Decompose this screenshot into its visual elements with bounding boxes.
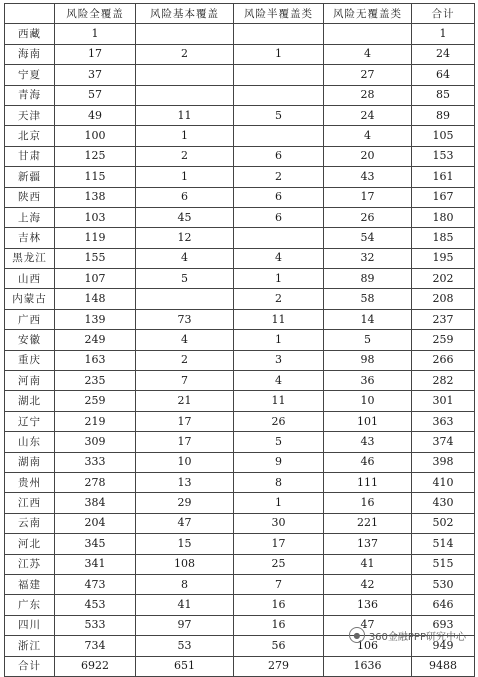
value-cell: 27 [324, 65, 412, 85]
table-row [5, 207, 475, 227]
province-cell: 湖北 [5, 391, 55, 411]
value-cell: 97 [136, 615, 234, 635]
value-cell: 398 [412, 452, 475, 472]
value-cell: 301 [412, 391, 475, 411]
value-cell: 41 [324, 554, 412, 574]
value-cell: 98 [324, 350, 412, 370]
table-row [5, 493, 475, 513]
value-cell: 58 [324, 289, 412, 309]
province-cell: 天津 [5, 105, 55, 125]
value-cell: 115 [55, 167, 136, 187]
value-cell: 530 [412, 574, 475, 594]
value-cell: 9 [234, 452, 324, 472]
value-cell: 180 [412, 207, 475, 227]
value-cell: 11 [234, 391, 324, 411]
value-cell: 502 [412, 513, 475, 533]
province-cell: 江西 [5, 493, 55, 513]
value-cell: 2 [234, 289, 324, 309]
value-cell: 204 [55, 513, 136, 533]
value-cell: 100 [55, 126, 136, 146]
value-cell: 153 [412, 146, 475, 166]
value-cell: 137 [324, 534, 412, 554]
table-row [5, 105, 475, 125]
value-cell: 2 [234, 167, 324, 187]
value-cell: 374 [412, 432, 475, 452]
table-row [5, 411, 475, 431]
value-cell: 195 [412, 248, 475, 268]
table-row [5, 289, 475, 309]
value-cell: 266 [412, 350, 475, 370]
value-cell: 259 [55, 391, 136, 411]
value-cell: 26 [324, 207, 412, 227]
value-cell: 734 [55, 636, 136, 656]
value-cell: 1 [234, 44, 324, 64]
value-cell: 363 [412, 411, 475, 431]
value-cell: 155 [55, 248, 136, 268]
value-cell: 106 [324, 636, 412, 656]
value-cell: 515 [412, 554, 475, 574]
province-cell: 四川 [5, 615, 55, 635]
value-cell [136, 24, 234, 44]
value-cell: 107 [55, 269, 136, 289]
value-cell: 1 [55, 24, 136, 44]
value-cell: 167 [412, 187, 475, 207]
value-cell: 10 [324, 391, 412, 411]
value-cell: 1 [234, 493, 324, 513]
value-cell: 514 [412, 534, 475, 554]
table-row [5, 554, 475, 574]
header-cell: 风险基本覆盖 [136, 4, 234, 24]
value-cell: 26 [234, 411, 324, 431]
province-cell: 合计 [5, 656, 55, 676]
value-cell: 2 [136, 44, 234, 64]
value-cell: 47 [324, 615, 412, 635]
header-cell [5, 4, 55, 24]
value-cell: 43 [324, 167, 412, 187]
value-cell: 6 [234, 207, 324, 227]
header-cell: 风险全覆盖 [55, 4, 136, 24]
value-cell: 11 [136, 105, 234, 125]
value-cell: 235 [55, 371, 136, 391]
province-cell: 辽宁 [5, 411, 55, 431]
value-cell: 6 [234, 146, 324, 166]
value-cell: 430 [412, 493, 475, 513]
value-cell: 148 [55, 289, 136, 309]
province-cell: 重庆 [5, 350, 55, 370]
value-cell: 138 [55, 187, 136, 207]
value-cell: 4 [324, 126, 412, 146]
value-cell: 453 [55, 595, 136, 615]
value-cell: 1 [412, 24, 475, 44]
value-cell: 161 [412, 167, 475, 187]
table-row [5, 228, 475, 248]
province-cell: 上海 [5, 207, 55, 227]
province-cell: 北京 [5, 126, 55, 146]
value-cell: 5 [234, 105, 324, 125]
value-cell: 4 [136, 330, 234, 350]
province-cell: 西藏 [5, 24, 55, 44]
value-cell: 693 [412, 615, 475, 635]
value-cell: 1636 [324, 656, 412, 676]
value-cell: 17 [136, 432, 234, 452]
table-row [5, 330, 475, 350]
value-cell: 282 [412, 371, 475, 391]
value-cell: 47 [136, 513, 234, 533]
value-cell: 219 [55, 411, 136, 431]
value-cell: 6 [136, 187, 234, 207]
value-cell: 16 [234, 595, 324, 615]
table-row [5, 452, 475, 472]
value-cell: 12 [136, 228, 234, 248]
value-cell: 309 [55, 432, 136, 452]
value-cell: 21 [136, 391, 234, 411]
value-cell: 32 [324, 248, 412, 268]
table-row [5, 391, 475, 411]
value-cell: 2 [136, 350, 234, 370]
table-row [5, 309, 475, 329]
value-cell: 89 [324, 269, 412, 289]
table-row [5, 167, 475, 187]
value-cell: 53 [136, 636, 234, 656]
value-cell: 36 [324, 371, 412, 391]
value-cell: 5 [136, 269, 234, 289]
table-row [5, 187, 475, 207]
value-cell: 8 [136, 574, 234, 594]
value-cell: 16 [324, 493, 412, 513]
province-cell: 吉林 [5, 228, 55, 248]
value-cell: 14 [324, 309, 412, 329]
value-cell: 249 [55, 330, 136, 350]
value-cell: 646 [412, 595, 475, 615]
province-cell: 广东 [5, 595, 55, 615]
value-cell [136, 85, 234, 105]
value-cell: 384 [55, 493, 136, 513]
value-cell: 4 [324, 44, 412, 64]
province-cell: 黑龙江 [5, 248, 55, 268]
table-row [5, 371, 475, 391]
value-cell: 24 [324, 105, 412, 125]
value-cell: 202 [412, 269, 475, 289]
value-cell: 15 [136, 534, 234, 554]
watermark-text: 360金融PPP研究中心 [368, 631, 466, 643]
value-cell: 3 [234, 350, 324, 370]
value-cell: 20 [324, 146, 412, 166]
table-row [5, 534, 475, 554]
value-cell: 17 [136, 411, 234, 431]
wechat-icon: ● [349, 627, 365, 643]
value-cell: 85 [412, 85, 475, 105]
value-cell: 333 [55, 452, 136, 472]
value-cell: 11 [234, 309, 324, 329]
province-cell: 云南 [5, 513, 55, 533]
table-row [5, 472, 475, 492]
value-cell: 208 [412, 289, 475, 309]
value-cell: 5 [234, 432, 324, 452]
value-cell: 410 [412, 472, 475, 492]
value-cell: 41 [136, 595, 234, 615]
value-cell: 111 [324, 472, 412, 492]
value-cell: 29 [136, 493, 234, 513]
value-cell: 4 [136, 248, 234, 268]
value-cell [136, 289, 234, 309]
table-row [5, 126, 475, 146]
value-cell [136, 65, 234, 85]
table-row [5, 24, 475, 44]
province-cell: 内蒙古 [5, 289, 55, 309]
value-cell: 237 [412, 309, 475, 329]
value-cell: 49 [55, 105, 136, 125]
value-cell: 73 [136, 309, 234, 329]
province-cell: 山西 [5, 269, 55, 289]
value-cell: 46 [324, 452, 412, 472]
header-cell: 风险半覆盖类 [234, 4, 324, 24]
value-cell: 259 [412, 330, 475, 350]
value-cell: 54 [324, 228, 412, 248]
value-cell: 105 [412, 126, 475, 146]
value-cell: 341 [55, 554, 136, 574]
table-row [5, 65, 475, 85]
value-cell: 1 [234, 269, 324, 289]
value-cell [234, 85, 324, 105]
value-cell: 7 [234, 574, 324, 594]
province-cell: 宁夏 [5, 65, 55, 85]
value-cell: 6922 [55, 656, 136, 676]
value-cell: 136 [324, 595, 412, 615]
province-cell: 安徽 [5, 330, 55, 350]
table-row [5, 656, 475, 676]
value-cell: 45 [136, 207, 234, 227]
value-cell: 533 [55, 615, 136, 635]
value-cell: 9488 [412, 656, 475, 676]
province-cell: 陕西 [5, 187, 55, 207]
value-cell: 24 [412, 44, 475, 64]
value-cell: 1 [136, 126, 234, 146]
province-cell: 广西 [5, 309, 55, 329]
value-cell: 949 [412, 636, 475, 656]
value-cell: 13 [136, 472, 234, 492]
value-cell: 1 [234, 330, 324, 350]
table-row [5, 146, 475, 166]
table-row [5, 513, 475, 533]
value-cell: 139 [55, 309, 136, 329]
value-cell: 125 [55, 146, 136, 166]
value-cell: 185 [412, 228, 475, 248]
value-cell: 7 [136, 371, 234, 391]
value-cell: 17 [324, 187, 412, 207]
value-cell [324, 24, 412, 44]
value-cell: 1 [136, 167, 234, 187]
province-cell: 福建 [5, 574, 55, 594]
header-cell: 风险无覆盖类 [324, 4, 412, 24]
value-cell: 345 [55, 534, 136, 554]
value-cell [234, 24, 324, 44]
value-cell: 108 [136, 554, 234, 574]
value-cell: 5 [324, 330, 412, 350]
province-cell: 湖南 [5, 452, 55, 472]
value-cell: 8 [234, 472, 324, 492]
value-cell: 101 [324, 411, 412, 431]
header-cell: 合计 [412, 4, 475, 24]
value-cell: 651 [136, 656, 234, 676]
province-cell: 河北 [5, 534, 55, 554]
province-cell: 浙江 [5, 636, 55, 656]
value-cell: 163 [55, 350, 136, 370]
value-cell: 30 [234, 513, 324, 533]
value-cell: 4 [234, 371, 324, 391]
value-cell: 17 [234, 534, 324, 554]
value-cell: 57 [55, 85, 136, 105]
value-cell: 17 [55, 44, 136, 64]
value-cell: 2 [136, 146, 234, 166]
province-cell: 新疆 [5, 167, 55, 187]
value-cell: 103 [55, 207, 136, 227]
province-cell: 江苏 [5, 554, 55, 574]
value-cell: 278 [55, 472, 136, 492]
table-row [5, 432, 475, 452]
table-row [5, 85, 475, 105]
value-cell: 56 [234, 636, 324, 656]
value-cell: 28 [324, 85, 412, 105]
value-cell: 43 [324, 432, 412, 452]
province-cell: 河南 [5, 371, 55, 391]
province-cell: 甘肃 [5, 146, 55, 166]
table-row [5, 350, 475, 370]
value-cell: 473 [55, 574, 136, 594]
value-cell: 16 [234, 615, 324, 635]
table-row [5, 44, 475, 64]
value-cell [234, 126, 324, 146]
province-cell: 贵州 [5, 472, 55, 492]
value-cell: 25 [234, 554, 324, 574]
value-cell: 37 [55, 65, 136, 85]
province-cell: 山东 [5, 432, 55, 452]
value-cell: 221 [324, 513, 412, 533]
value-cell: 64 [412, 65, 475, 85]
value-cell [234, 228, 324, 248]
value-cell [234, 65, 324, 85]
table-row [5, 595, 475, 615]
province-cell: 青海 [5, 85, 55, 105]
header-row [5, 4, 475, 24]
value-cell: 279 [234, 656, 324, 676]
value-cell: 119 [55, 228, 136, 248]
watermark [349, 627, 466, 643]
value-cell: 6 [234, 187, 324, 207]
coverage-table [4, 3, 475, 677]
value-cell: 4 [234, 248, 324, 268]
table-row [5, 269, 475, 289]
value-cell: 89 [412, 105, 475, 125]
table-row [5, 248, 475, 268]
value-cell: 10 [136, 452, 234, 472]
value-cell: 42 [324, 574, 412, 594]
table-row [5, 574, 475, 594]
province-cell: 海南 [5, 44, 55, 64]
